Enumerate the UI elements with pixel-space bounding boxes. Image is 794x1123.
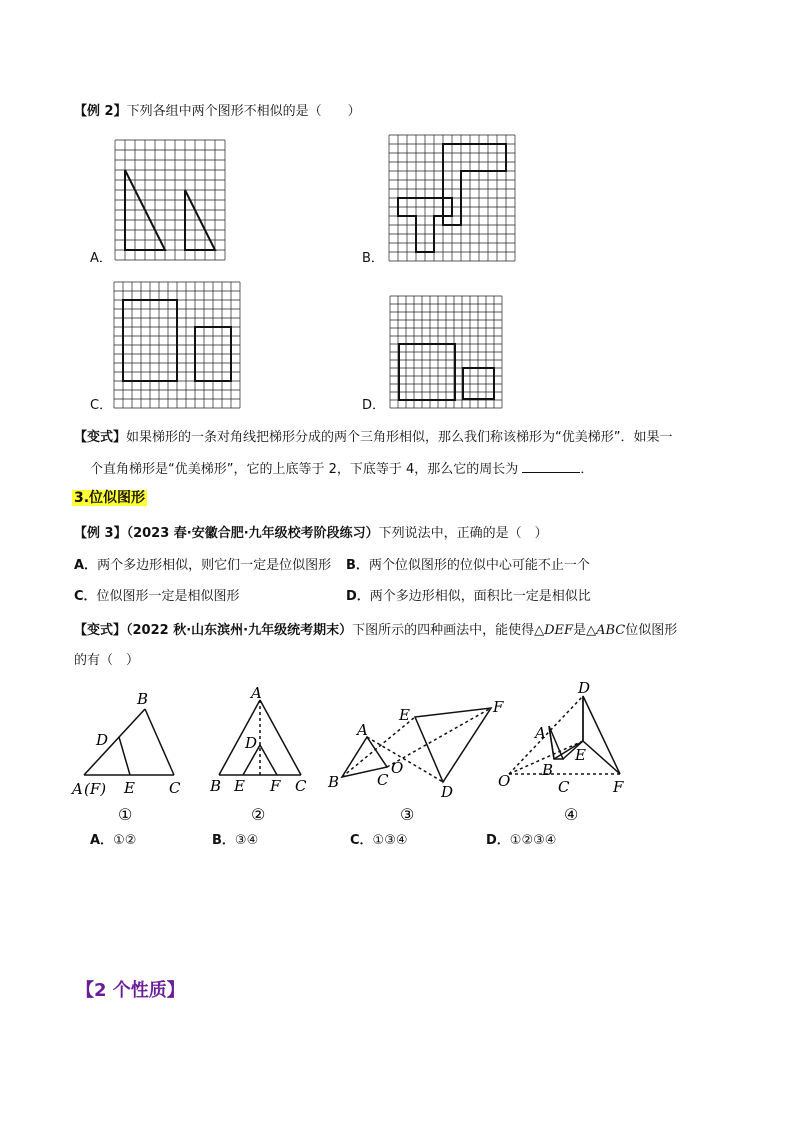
- label-c: C: [295, 777, 307, 795]
- option-text: ③④: [234, 833, 259, 848]
- question-source: （2022 秋·山东滨州·九年级统考期末）: [126, 623, 353, 638]
- label-a: A: [72, 780, 83, 798]
- question-text: 是: [573, 623, 587, 638]
- section-properties-heading: 【2 个性质】: [76, 980, 185, 1001]
- label-c: C: [169, 779, 181, 797]
- label-f: F: [493, 698, 504, 716]
- option-text: 位似图形一定是相似图形: [96, 589, 240, 604]
- label-d: D: [578, 679, 591, 697]
- answer-blank[interactable]: [522, 460, 580, 473]
- label-e: E: [234, 777, 245, 795]
- question-text: 下列各组中两个图形不相似的是（ ）: [126, 104, 361, 119]
- option-label: D．: [346, 589, 370, 604]
- choice-c[interactable]: [350, 831, 408, 851]
- choice-a[interactable]: [90, 831, 136, 851]
- option-b-label: B．: [362, 251, 384, 266]
- example-2-stem: [74, 102, 361, 122]
- question-source: （2023 春·安徽合肥·九年级校考阶段练习）: [126, 526, 379, 541]
- example-3-option-c: [74, 587, 240, 607]
- variant-tag: 【变式】: [74, 623, 127, 638]
- example-3-option-b: [346, 556, 590, 576]
- option-text: 两个多边形相似，则它们一定是位似图形: [97, 558, 332, 573]
- question-text: 个直角梯形是“优美梯形”，它的上底等于 2，下底等于 4，那么它的周长为: [90, 462, 519, 477]
- label-c: C: [377, 771, 389, 789]
- label-a: A: [535, 724, 546, 742]
- label-a: A: [357, 721, 368, 739]
- question-text: 下图所示的四种画法中，能使得: [352, 623, 535, 638]
- label-b: B: [137, 690, 149, 708]
- label-e: E: [575, 746, 586, 764]
- example-tag: 【例 2】: [74, 104, 127, 119]
- option-a-label: A．: [90, 251, 112, 266]
- label-f: F: [270, 777, 281, 795]
- question-text: 下列说法中，正确的是（ ）: [378, 526, 548, 541]
- option-label: C．: [350, 833, 373, 848]
- option-b-figure: [389, 135, 515, 261]
- option-d-figure: [390, 296, 502, 408]
- variant-2-line-1: [74, 621, 677, 641]
- example-3-option-d: [346, 587, 591, 607]
- figure-4: [495, 680, 645, 825]
- variant-tag: 【变式】: [74, 430, 127, 445]
- section-3-heading: [72, 487, 147, 507]
- figure-1: [70, 685, 200, 825]
- figure-number: ③: [400, 805, 415, 824]
- example-3-stem: [74, 524, 548, 544]
- label-f: (F): [84, 780, 107, 798]
- label-o: O: [498, 772, 511, 790]
- option-a-figure: [115, 140, 225, 260]
- figure-2: [205, 685, 315, 825]
- figure-number: ②: [251, 805, 266, 824]
- label-e: E: [399, 706, 410, 724]
- question-text: 如果梯形的一条对角线把梯形分成的两个三角形相似，那么我们称该梯形为“优美梯形”．如果一: [126, 430, 673, 445]
- figure-number: ①: [118, 805, 133, 824]
- square-small: [463, 368, 494, 399]
- label-b: B: [542, 761, 554, 779]
- section-title: 3.位似图形: [74, 490, 146, 506]
- choice-d[interactable]: [486, 831, 556, 851]
- option-label: A．: [74, 558, 98, 573]
- option-label: D．: [486, 833, 510, 848]
- label-a: A: [251, 684, 262, 702]
- triangle-def: △DEF: [534, 623, 574, 638]
- square-large: [399, 344, 455, 400]
- figure-3: [325, 695, 515, 825]
- option-label: A．: [90, 833, 114, 848]
- triangle-abc: △ABC: [586, 623, 626, 638]
- question-text: 位似图形: [625, 623, 678, 638]
- label-d: D: [245, 734, 258, 752]
- label-c: C: [558, 778, 570, 796]
- label-f: F: [613, 778, 624, 796]
- punctuation: ．: [580, 462, 594, 477]
- variant-1-line-1: [74, 428, 673, 448]
- figure-number: ④: [564, 805, 579, 824]
- label-e: E: [124, 779, 135, 797]
- option-label: B．: [346, 558, 369, 573]
- option-c-figure: [114, 282, 240, 408]
- example-3-option-a: [74, 556, 331, 576]
- label-o: O: [391, 759, 404, 777]
- choice-b[interactable]: [212, 831, 258, 851]
- grid-lines: [390, 296, 502, 408]
- variant-2-line-2: 的有（ ）: [74, 653, 140, 668]
- variant-1-line-2: [90, 460, 593, 480]
- label-d: D: [96, 731, 109, 749]
- option-d-label: D．: [362, 398, 386, 413]
- option-label: C．: [74, 589, 97, 604]
- option-label: B．: [212, 833, 235, 848]
- grid-lines: [115, 140, 225, 260]
- option-text: 两个位似图形的位似中心可能不止一个: [368, 558, 590, 573]
- label-b: B: [210, 777, 222, 795]
- label-b: B: [328, 773, 340, 791]
- option-text: 两个多边形相似，面积比一定是相似比: [369, 589, 591, 604]
- option-text: ①②: [113, 833, 137, 848]
- option-c-label: C．: [90, 398, 113, 413]
- label-d: D: [441, 783, 454, 801]
- example-tag: 【例 3】: [74, 526, 127, 541]
- option-text: ①②③④: [509, 833, 557, 848]
- option-text: ①③④: [372, 833, 408, 848]
